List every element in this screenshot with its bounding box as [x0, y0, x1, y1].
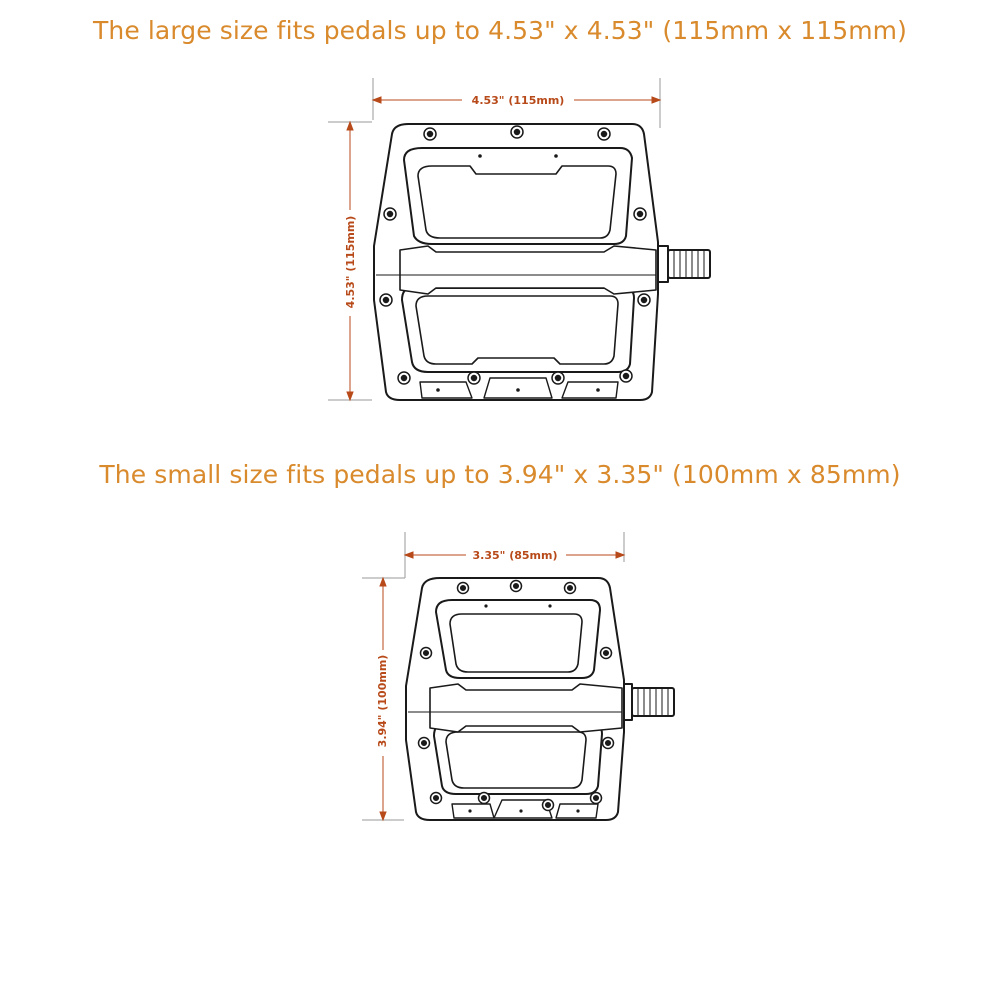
large-size-caption: The large size fits pedals up to 4.53" x 4.53" (115mm x 115mm): [93, 16, 907, 45]
small-width-label: 3.35" (85mm): [472, 549, 558, 562]
small-size-caption: The small size fits pedals up to 3.94" x 3.35" (100mm x 85mm): [99, 460, 901, 489]
large-height-label: 4.53" (115mm): [344, 215, 357, 309]
pedal-outline-icon: [374, 124, 710, 400]
small-height-label: 3.94" (100mm): [376, 654, 389, 748]
small-pedal-diagram: [0, 515, 1000, 845]
large-width-label: 4.53" (115mm): [471, 94, 565, 107]
spindle-icon: [624, 684, 674, 720]
pedal-outline-icon: [406, 578, 674, 820]
spindle-icon: [658, 246, 710, 282]
large-pedal-diagram: [0, 60, 1000, 440]
